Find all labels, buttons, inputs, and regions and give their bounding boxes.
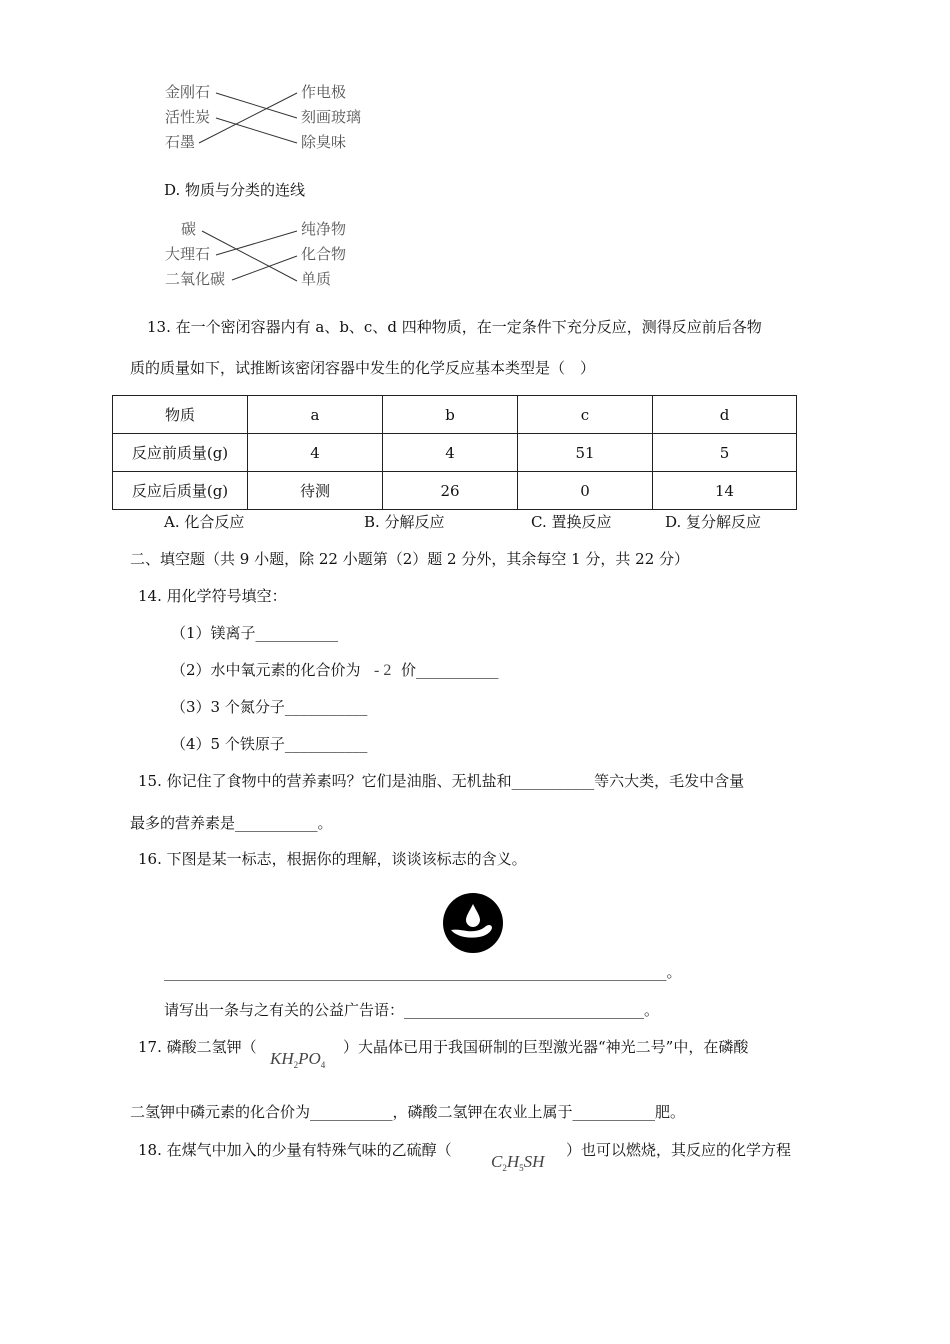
- table-row: [113, 434, 797, 472]
- q16-answer-line: ___________________________________________________________________。: [164, 963, 682, 981]
- option-d-title: D. 物质与分类的连线: [164, 181, 306, 199]
- q14-item-1: （1）镁离子___________: [171, 624, 339, 642]
- q13-line1: 13. 在一个密闭容器内有 a、b、c、d 四种物质，在一定条件下充分反应，测得反应前后各物: [147, 318, 762, 336]
- option-d: D. 复分解反应: [665, 513, 762, 531]
- table-cell: 26: [383, 472, 518, 510]
- q15-line2: 最多的营养素是___________。: [130, 814, 333, 832]
- formula-part: KH: [270, 1049, 294, 1068]
- option-c: C. 置换反应: [531, 513, 612, 531]
- option-a: A. 化合反应: [164, 513, 245, 531]
- table-cell: 反应前质量(g): [113, 434, 248, 472]
- match-left-item: 二氧化碳: [165, 270, 226, 288]
- match-line: [216, 93, 297, 118]
- match-right-item: 除臭味: [301, 133, 347, 151]
- table-header-row: [113, 396, 797, 434]
- valence-value: - 2: [374, 662, 392, 679]
- match-line: [216, 231, 297, 255]
- q18-line1-post: ）也可以燃烧，其反应的化学方程: [566, 1141, 792, 1159]
- option-b: B. 分解反应: [364, 513, 445, 531]
- table-header: 物质: [113, 396, 248, 434]
- q14-item-3: （3）3 个氮分子___________: [171, 698, 368, 716]
- match-left-item: 大理石: [165, 245, 211, 263]
- match-line: [199, 93, 297, 143]
- match-left-item: 活性炭: [165, 108, 211, 126]
- table-cell: 51: [518, 434, 653, 472]
- match-left-item: 金刚石: [165, 83, 211, 101]
- table-cell: 5: [653, 434, 797, 472]
- match-line: [216, 118, 297, 143]
- table-cell: 反应后质量(g): [113, 472, 248, 510]
- match-right-item: 单质: [301, 270, 332, 288]
- q14-item-2-tail: 价___________: [401, 661, 499, 679]
- match-left-item: 石墨: [165, 133, 196, 151]
- matching-lines: [0, 0, 950, 300]
- q14-item-2: （2）水中氧元素的化合价为: [171, 661, 361, 679]
- q17-line1-pre: 17. 磷酸二氢钾（: [138, 1038, 257, 1056]
- q15-line1: 15. 你记住了食物中的营养素吗？它们是油脂、无机盐和___________等六大类，毛发中含量: [138, 772, 745, 790]
- formula-subscript: 5: [519, 1163, 524, 1173]
- q14-stem: 14. 用化学符号填空：: [138, 587, 287, 605]
- table-row: [113, 472, 797, 510]
- formula-subscript: 2: [502, 1163, 507, 1173]
- table-header: c: [518, 396, 653, 434]
- table-cell: 4: [248, 434, 383, 472]
- table-cell: 14: [653, 472, 797, 510]
- water-saving-logo: [442, 892, 504, 954]
- section-heading: 二、填空题（共 9 小题，除 22 小题第（2）题 2 分外，其余每空 1 分，共 22 分）: [130, 550, 690, 568]
- q16-ad-prompt: 请写出一条与之有关的公益广告语：________________________________。: [164, 1001, 660, 1019]
- table-cell: 0: [518, 472, 653, 510]
- q13-line2: 质的质量如下，试推断该密闭容器中发生的化学反应基本类型是（ ）: [130, 359, 596, 377]
- formula-subscript: 2: [293, 1060, 299, 1070]
- formula-part: H: [506, 1152, 520, 1171]
- table-cell: 待测: [248, 472, 383, 510]
- formula-kh2po4: [270, 1050, 325, 1070]
- table-header: d: [653, 396, 797, 434]
- formula-part: PO: [298, 1049, 321, 1068]
- table-header: b: [383, 396, 518, 434]
- match-right-item: 刻画玻璃: [301, 108, 362, 126]
- formula-c2h5sh: [491, 1153, 544, 1173]
- match-right-item: 化合物: [301, 245, 347, 263]
- table-header: a: [248, 396, 383, 434]
- q17-line2: 二氢钾中磷元素的化合价为___________，磷酸二氢钾在农业上属于___________肥。: [130, 1103, 686, 1121]
- formula-part: C: [491, 1152, 503, 1171]
- q16-stem: 16. 下图是某一标志，根据你的理解，谈谈该标志的含义。: [138, 850, 527, 868]
- match-right-item: 纯净物: [301, 220, 347, 238]
- table-cell: 4: [383, 434, 518, 472]
- q14-item-4: （4）5 个铁原子___________: [171, 735, 368, 753]
- formula-subscript: 4: [320, 1060, 326, 1070]
- formula-part: SH: [523, 1152, 545, 1171]
- q18-line1-pre: 18. 在煤气中加入的少量有特殊气味的乙硫醇（: [138, 1141, 452, 1159]
- match-right-item: 作电极: [301, 83, 347, 101]
- match-left-item: 碳: [181, 220, 197, 238]
- mass-table: [112, 395, 797, 510]
- q17-line1-post: ）大晶体已用于我国研制的巨型激光器“神光二号”中，在磷酸: [343, 1038, 749, 1056]
